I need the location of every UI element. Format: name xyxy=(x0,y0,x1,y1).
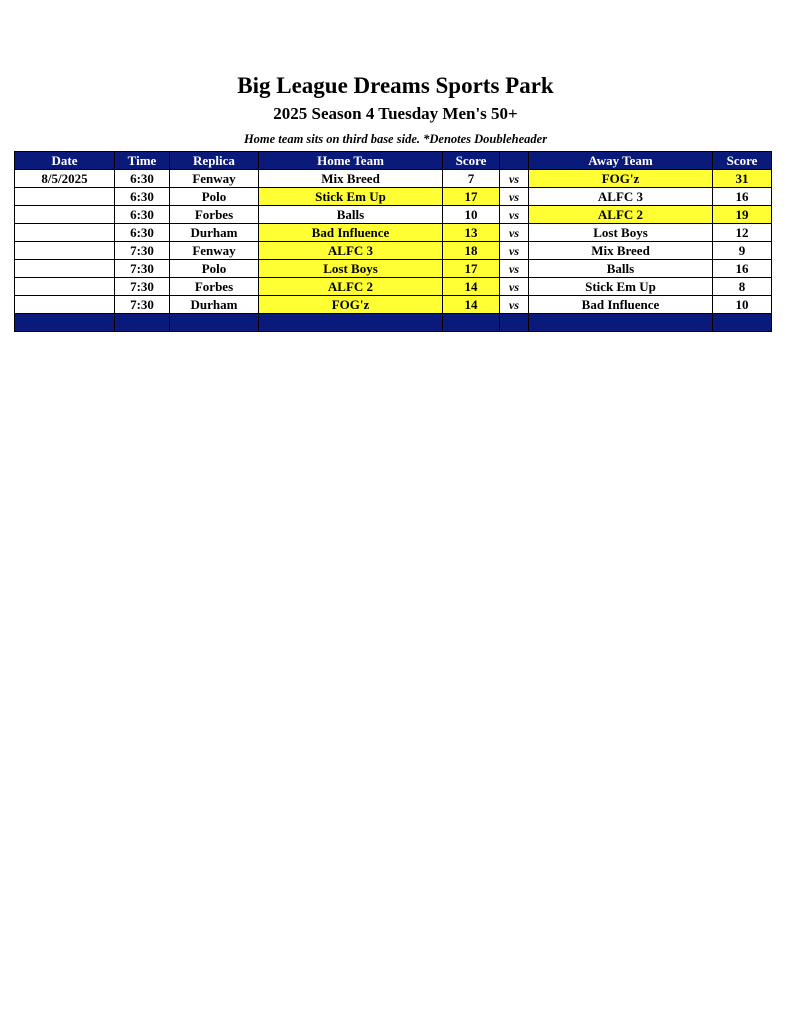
header-vs xyxy=(500,152,529,170)
cell-away-team: Mix Breed xyxy=(529,242,713,260)
cell-vs: vs xyxy=(500,278,529,296)
footer-cell xyxy=(529,314,713,332)
cell-away-team: Balls xyxy=(529,260,713,278)
cell-date xyxy=(15,278,115,296)
cell-time: 6:30 xyxy=(115,224,170,242)
cell-replica: Fenway xyxy=(170,170,259,188)
cell-home-score: 14 xyxy=(443,278,500,296)
cell-date xyxy=(15,296,115,314)
cell-home-score: 7 xyxy=(443,170,500,188)
cell-home-team: Stick Em Up xyxy=(259,188,443,206)
footer-cell xyxy=(713,314,772,332)
cell-away-team: Bad Influence xyxy=(529,296,713,314)
cell-away-team: ALFC 2 xyxy=(529,206,713,224)
cell-replica: Durham xyxy=(170,296,259,314)
cell-time: 7:30 xyxy=(115,278,170,296)
cell-home-score: 14 xyxy=(443,296,500,314)
cell-time: 7:30 xyxy=(115,260,170,278)
cell-replica: Polo xyxy=(170,260,259,278)
cell-replica: Forbes xyxy=(170,206,259,224)
cell-away-team: Stick Em Up xyxy=(529,278,713,296)
cell-away-score: 16 xyxy=(713,188,772,206)
cell-home-score: 10 xyxy=(443,206,500,224)
cell-date xyxy=(15,224,115,242)
cell-time: 6:30 xyxy=(115,206,170,224)
table-footer-row xyxy=(15,314,772,332)
table-row xyxy=(15,278,772,296)
table-row xyxy=(15,296,772,314)
page-title: Big League Dreams Sports Park xyxy=(237,73,554,98)
cell-vs: vs xyxy=(500,188,529,206)
cell-home-score: 13 xyxy=(443,224,500,242)
cell-vs: vs xyxy=(500,242,529,260)
cell-time: 6:30 xyxy=(115,170,170,188)
cell-vs: vs xyxy=(500,206,529,224)
page-subtitle: 2025 Season 4 Tuesday Men's 50+ xyxy=(273,104,518,123)
cell-away-score: 12 xyxy=(713,224,772,242)
cell-home-team: ALFC 3 xyxy=(259,242,443,260)
cell-home-score: 17 xyxy=(443,188,500,206)
cell-away-score: 31 xyxy=(713,170,772,188)
cell-time: 7:30 xyxy=(115,296,170,314)
cell-home-team: ALFC 2 xyxy=(259,278,443,296)
cell-time: 6:30 xyxy=(115,188,170,206)
header-away-team: Away Team xyxy=(529,152,713,170)
cell-replica: Fenway xyxy=(170,242,259,260)
cell-vs: vs xyxy=(500,260,529,278)
cell-home-score: 17 xyxy=(443,260,500,278)
cell-vs: vs xyxy=(500,224,529,242)
cell-away-score: 19 xyxy=(713,206,772,224)
cell-time: 7:30 xyxy=(115,242,170,260)
cell-vs: vs xyxy=(500,296,529,314)
footer-cell xyxy=(170,314,259,332)
cell-vs: vs xyxy=(500,170,529,188)
header-away-score: Score xyxy=(713,152,772,170)
cell-home-team: Mix Breed xyxy=(259,170,443,188)
cell-away-score: 9 xyxy=(713,242,772,260)
table-row xyxy=(15,170,772,188)
cell-home-team: Lost Boys xyxy=(259,260,443,278)
cell-away-team: FOG'z xyxy=(529,170,713,188)
cell-date: 8/5/2025 xyxy=(15,170,115,188)
cell-away-score: 16 xyxy=(713,260,772,278)
table-row xyxy=(15,188,772,206)
cell-away-team: Lost Boys xyxy=(529,224,713,242)
cell-replica: Durham xyxy=(170,224,259,242)
cell-away-score: 10 xyxy=(713,296,772,314)
header-home-team: Home Team xyxy=(259,152,443,170)
schedule-table xyxy=(14,151,772,332)
footer-cell xyxy=(443,314,500,332)
cell-date xyxy=(15,242,115,260)
header-replica: Replica xyxy=(170,152,259,170)
table-header-row xyxy=(15,152,772,170)
schedule-body xyxy=(15,170,772,332)
cell-home-score: 18 xyxy=(443,242,500,260)
footer-cell xyxy=(500,314,529,332)
cell-date xyxy=(15,188,115,206)
cell-away-score: 8 xyxy=(713,278,772,296)
cell-home-team: Balls xyxy=(259,206,443,224)
cell-home-team: Bad Influence xyxy=(259,224,443,242)
table-row xyxy=(15,224,772,242)
header-time: Time xyxy=(115,152,170,170)
cell-away-team: ALFC 3 xyxy=(529,188,713,206)
cell-replica: Forbes xyxy=(170,278,259,296)
page-note: Home team sits on third base side. *Denotes Doubleheader xyxy=(243,132,548,146)
table-row xyxy=(15,260,772,278)
table-row xyxy=(15,242,772,260)
header-date: Date xyxy=(15,152,115,170)
footer-cell xyxy=(259,314,443,332)
footer-cell xyxy=(115,314,170,332)
header-home-score: Score xyxy=(443,152,500,170)
cell-date xyxy=(15,206,115,224)
cell-home-team: FOG'z xyxy=(259,296,443,314)
cell-date xyxy=(15,260,115,278)
footer-cell xyxy=(15,314,115,332)
table-row xyxy=(15,206,772,224)
cell-replica: Polo xyxy=(170,188,259,206)
